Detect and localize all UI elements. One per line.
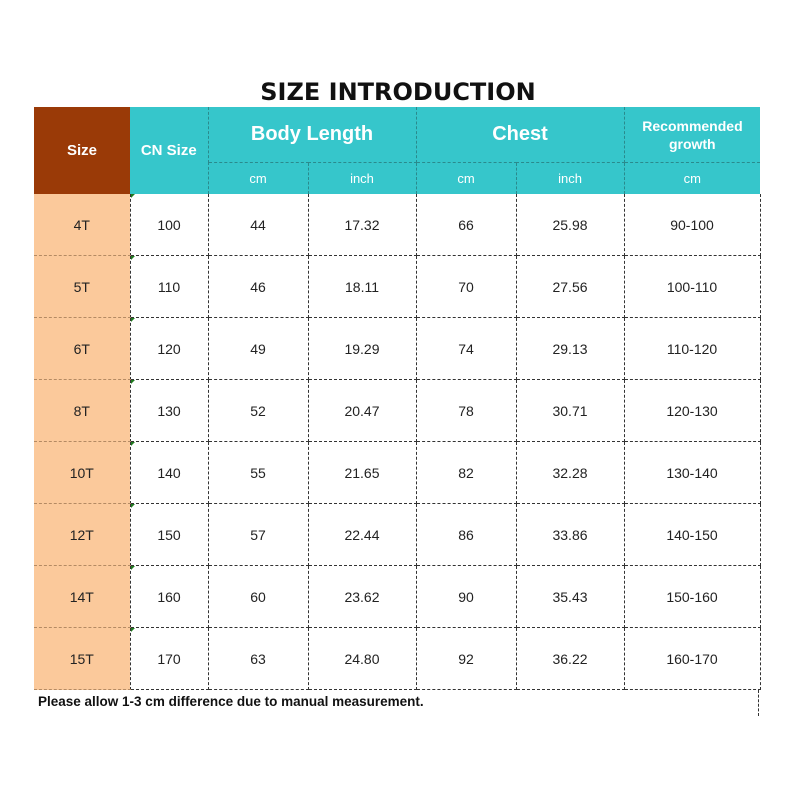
cn-size-value: 100 <box>130 194 208 256</box>
table-row <box>34 566 760 628</box>
table-edge-divider <box>758 690 760 716</box>
chest-cm: 74 <box>416 318 516 380</box>
body-length-cm: 49 <box>208 318 308 380</box>
table-row <box>34 442 760 504</box>
table-row <box>34 318 760 380</box>
size-label: 12T <box>34 504 130 566</box>
chest-inch: 36.22 <box>516 628 624 690</box>
cn-size-value: 130 <box>130 380 208 442</box>
body-length-inch: 20.47 <box>308 380 416 442</box>
body-length-inch: 21.65 <box>308 442 416 504</box>
recommended-growth-value: 110-120 <box>624 318 760 380</box>
body-length-cm: 60 <box>208 566 308 628</box>
table-row <box>34 256 760 318</box>
body-length-inch: 17.32 <box>308 194 416 256</box>
size-label: 8T <box>34 380 130 442</box>
chest-cm: 86 <box>416 504 516 566</box>
cn-size-value: 150 <box>130 504 208 566</box>
size-label: 6T <box>34 318 130 380</box>
header-chest: Chest <box>416 107 624 163</box>
body-length-cm: 44 <box>208 194 308 256</box>
body-length-cm: 52 <box>208 380 308 442</box>
chest-inch: 27.56 <box>516 256 624 318</box>
header-row-groups <box>34 107 760 163</box>
body-length-inch: 18.11 <box>308 256 416 318</box>
body-length-cm: 55 <box>208 442 308 504</box>
chest-inch: 30.71 <box>516 380 624 442</box>
body-length-inch: 19.29 <box>308 318 416 380</box>
size-label: 14T <box>34 566 130 628</box>
size-label: 15T <box>34 628 130 690</box>
header-recommended-growth-label: Recommended growth <box>642 117 743 152</box>
header-unit-chest-inch: inch <box>516 163 624 195</box>
size-label: 10T <box>34 442 130 504</box>
table-row <box>34 628 760 690</box>
body-length-cm: 46 <box>208 256 308 318</box>
size-label: 4T <box>34 194 130 256</box>
body-length-inch: 23.62 <box>308 566 416 628</box>
chest-cm: 78 <box>416 380 516 442</box>
chest-cm: 82 <box>416 442 516 504</box>
chest-inch: 33.86 <box>516 504 624 566</box>
chest-cm: 90 <box>416 566 516 628</box>
chest-inch: 25.98 <box>516 194 624 256</box>
body-length-inch: 22.44 <box>308 504 416 566</box>
chest-inch: 32.28 <box>516 442 624 504</box>
body-length-cm: 57 <box>208 504 308 566</box>
recommended-growth-value: 140-150 <box>624 504 760 566</box>
cn-size-value: 170 <box>130 628 208 690</box>
header-recommended-growth <box>624 107 760 163</box>
header-size: Size <box>34 107 130 194</box>
header-unit-chest-cm: cm <box>416 163 516 195</box>
recommended-growth-value: 160-170 <box>624 628 760 690</box>
body-length-cm: 63 <box>208 628 308 690</box>
chest-cm: 66 <box>416 194 516 256</box>
table-row <box>34 380 760 442</box>
page-title: SIZE INTRODUCTION <box>260 78 536 106</box>
table-row <box>34 504 760 566</box>
recommended-growth-value: 150-160 <box>624 566 760 628</box>
recommended-growth-value: 120-130 <box>624 380 760 442</box>
recommended-growth-value: 90-100 <box>624 194 760 256</box>
recommended-growth-value: 100-110 <box>624 256 760 318</box>
chest-cm: 70 <box>416 256 516 318</box>
size-chart-table <box>34 107 761 690</box>
size-label: 5T <box>34 256 130 318</box>
table-row <box>34 194 760 256</box>
chest-cm: 92 <box>416 628 516 690</box>
header-unit-growth-cm: cm <box>624 163 760 195</box>
header-unit-body-cm: cm <box>208 163 308 195</box>
body-length-inch: 24.80 <box>308 628 416 690</box>
header-body-length: Body Length <box>208 107 416 163</box>
cn-size-value: 140 <box>130 442 208 504</box>
chest-inch: 35.43 <box>516 566 624 628</box>
cn-size-value: 110 <box>130 256 208 318</box>
header-unit-body-inch: inch <box>308 163 416 195</box>
cn-size-value: 160 <box>130 566 208 628</box>
recommended-growth-value: 130-140 <box>624 442 760 504</box>
chest-inch: 29.13 <box>516 318 624 380</box>
measurement-note: Please allow 1-3 cm difference due to manual measurement. <box>38 694 424 709</box>
header-cn-size: CN Size <box>130 107 208 194</box>
cn-size-value: 120 <box>130 318 208 380</box>
